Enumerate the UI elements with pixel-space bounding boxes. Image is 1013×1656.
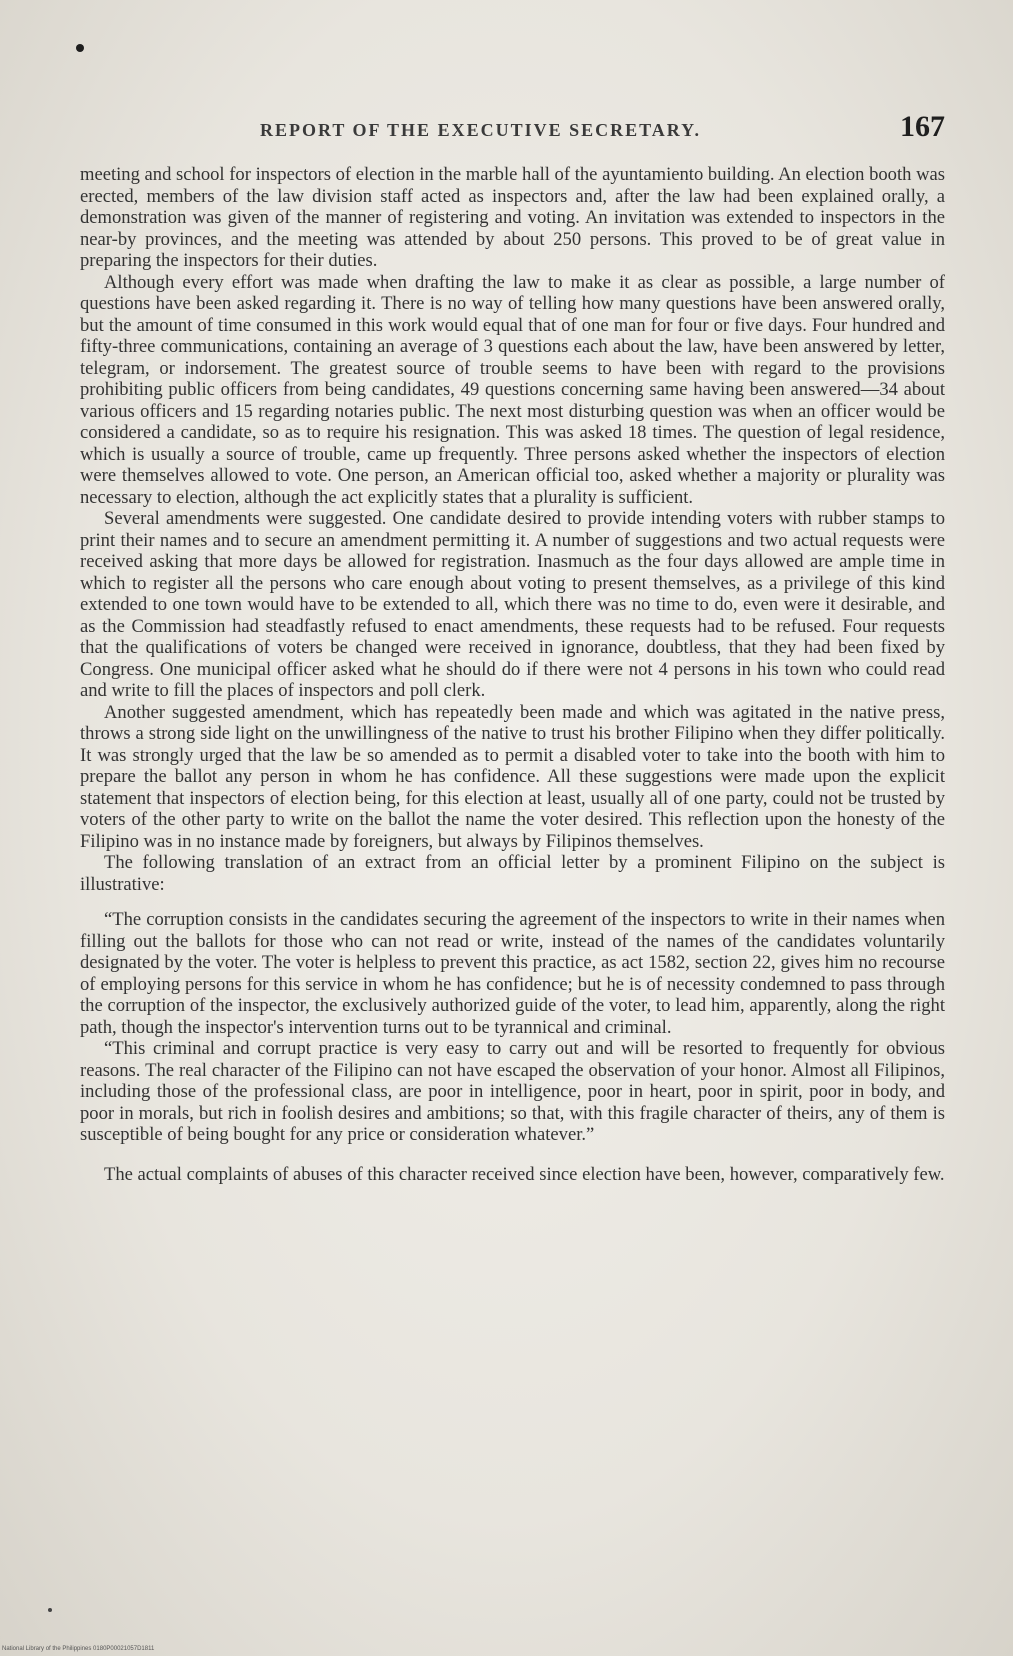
page-number: 167 xyxy=(900,110,945,143)
quoted-paragraph: “The corruption consists in the candidates securing the agreement of the inspectors to write in their names when filling out the ballots for those who can not read or write, instead of the names of the candidates voluntarily designated by the voter. The voter is helpless to prevent this practice, as act 1582, section 22, gives him no recourse of employing persons for this service in whom he has confidence; but he is of necessity condemned to pass through the corruption of the inspector, the exclusively authorized guide of the voter, to lead him, apparently, along the right path, though the inspector's intervention turns out to be tyrannical and criminal. xyxy=(80,909,945,1038)
paragraph: meeting and school for inspectors of election in the marble hall of the ayuntamiento building. An election booth was erected, members of the law division staff acted as inspectors and, after the law had been explained orally, a demonstration was given of the manner of registering and voting. An invitation was extended to inspectors in the near-by provinces, and the meeting was attended by about 250 persons. This proved to be of great value in preparing the inspectors for their duties. xyxy=(80,164,945,271)
paragraph: Another suggested amendment, which has repeatedly been made and which was agitated in the native press, throws a strong side light on the unwillingness of the native to trust his brother Filipino when they differ politically. It was strongly urged that the law be so amended as to permit a disabled voter to take into the booth with him to prepare the ballot any person in whom he has confidence. All these suggestions were made upon the explicit statement that inspectors of election being, for this election at least, usually all of one party, could not be trusted by voters of the other party to write on the ballot the name the voter desired. This reflection upon the honesty of the Filipino was in no instance made by foreigners, but always by Filipinos themselves. xyxy=(80,701,945,852)
page-header xyxy=(80,110,945,150)
paragraph: Several amendments were suggested. One candidate desired to provide intending voters with rubber stamps to print their names and to secure an amendment permitting it. A number of suggestions and two actual requests were received asking that more days be allowed for registration. Inasmuch as the four days allowed are ample time in which to register all the persons who care enough about voting to present themselves, as a privilege of this kind extended to one town would have to be extended to all, which there was no time to do, even were it desirable, and as the Commission had steadfastly refused to enact amendments, these requests had to be refused. Four requests that the qualifications of voters be changed were received in ignorance, doubtless, that they had been fixed by Congress. One municipal officer asked what he should do if there were not 4 persons in his town who could read and write to fill the places of inspectors and poll clerk. xyxy=(80,508,945,701)
margin-mark xyxy=(48,1608,52,1612)
paragraph: The following translation of an extract from an official letter by a prominent Filipino on the subject is illustrative: xyxy=(80,852,945,895)
ink-dot xyxy=(76,44,84,52)
body-text xyxy=(80,164,945,1185)
scan-footer: National Library of the Philippines 0180P00021057D1811 xyxy=(2,1646,155,1652)
paragraph: Although every effort was made when drafting the law to make it as clear as possible, a large number of questions have been asked regarding it. There is no way of telling how many questions have been answered orally, but the amount of time consumed in this work would equal that of one man for four or five days. Four hundred and fifty-three communications, containing an average of 3 questions each about the law, have been answered by letter, telegram, or indorsement. The greatest source of trouble seems to have been with regard to the provisions prohibiting public officers from being candidates, 49 questions concerning same having been answered—34 about various officers and 15 regarding notaries public. The next most disturbing question was when an officer would be considered a candidate, so as to require his resignation. This was asked 18 times. The question of legal residence, which is usually a source of trouble, came up frequently. Three persons asked whether the inspectors of election were themselves allowed to vote. One person, an American official too, asked whether a majority or plurality was necessary to election, although the act explicitly states that a plurality is sufficient. xyxy=(80,271,945,508)
quoted-paragraph: “This criminal and corrupt practice is very easy to carry out and will be resorted to frequently for obvious reasons. The real character of the Filipino can not have escaped the observation of your honor. Almost all Filipinos, including those of the professional class, are poor in intelligence, poor in heart, poor in spirit, poor in body, and poor in morals, but rich in foolish desires and ambitions; so that, with this fragile character of theirs, any of them is susceptible of being bought for any price or consideration whatever.” xyxy=(80,1038,945,1145)
closing-paragraph: The actual complaints of abuses of this character received since election have been, however, comparatively few. xyxy=(104,1163,945,1185)
running-title: REPORT OF THE EXECUTIVE SECRETARY. xyxy=(260,120,701,140)
